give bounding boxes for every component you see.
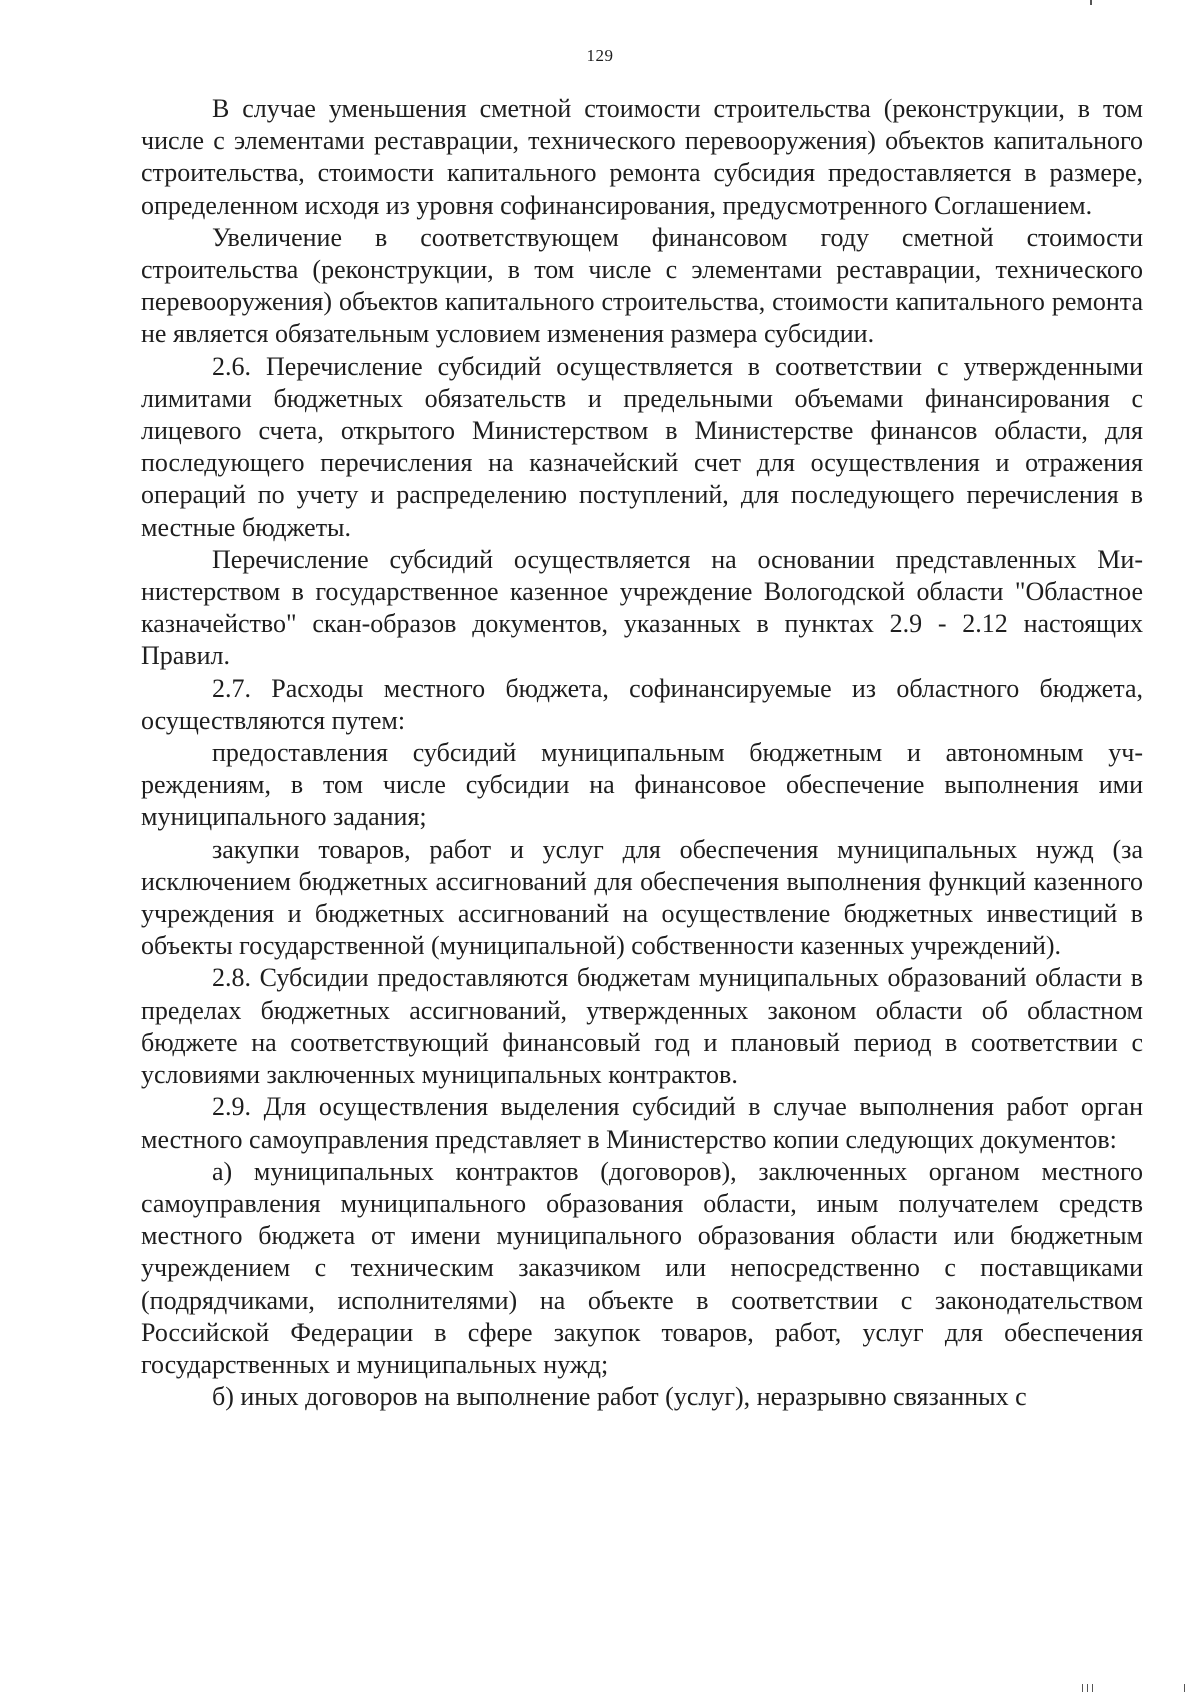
paragraph-item-a: а) муниципальных контрактов (договоров), заключенных органом местного самоуправления муниципального образования области, иным получателем средств местного бюджета от имени муниципального образования области или бюджетным учреждением с техническим заказчиком или непосредственно с поставщиками (подрядчиками, исполнителями) на объекте в соответствии с законодательством Российской Федерации в сфере закупок товаров, работ, услуг для обеспечения государственных и муниципальных нужд; (141, 1156, 1143, 1379)
paragraph-estimate-increase: Увеличение в соответствующем финансовом году сметной стоимости строительства (реконструкции, в том числе с элементами реставрации, технического перевооружения) объектов капитального строительства, стоимости капитального ремонта не является обязательным условием изменения размера субсидии. (141, 222, 1143, 349)
paragraph-item-b: б) иных договоров на выполнение работ (услуг), неразрывно связанных с (212, 1382, 1027, 1412)
paragraph-estimate-decrease: В случае уменьшения сметной стоимости строительства (реконструкции, в том числе с элементами реставрации, технического перевооружения) объектов капитального строительства, стоимости капитального ремонта субсидия предоставляется в размере, определенном исходя из уровня софинансирования, предусмотренного Соглашением. (141, 94, 1143, 220)
scan-mark (1184, 1684, 1185, 1692)
scan-mark (1082, 1684, 1083, 1692)
paragraph-2-7: 2.7. Расходы местного бюджета, софинансируемые из областного бюджета, осуществляются путем: (141, 673, 1143, 735)
scan-mark (1092, 1684, 1093, 1692)
paragraph-procurement: закупки товаров, работ и услуг для обеспечения муниципальных нужд (за исключением бюджетных ассигнований для обеспечения выполнения функций казенного учреждения и бюджетных ассигнований на осуществление бюджетных инвестиций в объекты государственной (муниципальной) собственности казенных учреждений). (141, 834, 1143, 961)
paragraph-2-9: 2.9. Для осуществления выделения субсидий в случае выполнения работ орган местного самоуправления представляет в Министерство копии следующих документов: (141, 1092, 1143, 1154)
paragraph-subsidy-provision: предоставления субсидий муниципальным бюджетным и автономным учреждениям, в том числе субсидии на финансовое обеспечение выполнения ими муниципального задания; (141, 738, 1143, 832)
document-body (141, 93, 1143, 1413)
paragraph-transfer-basis: Перечисление субсидий осуществляется на основании представленных Министерством в государственное казенное учреждение Вологодской области "Областное казначейство" скан-образов документов, указанных в пунктах 2.9 - 2.12 настоящих Правил. (141, 544, 1143, 671)
scan-mark (1087, 1684, 1088, 1692)
paragraph-2-8: 2.8. Субсидии предоставляются бюджетам муниципальных образований области в пределах бюджетных ассигнований, утвержденных законом области об областном бюджете на соответствующий финансовый год и плановый период в соответствии с условиями заключенных муниципальных контрактов. (141, 963, 1143, 1090)
page-number: 129 (586, 46, 614, 65)
scan-mark (1090, 0, 1092, 5)
paragraph-2-6: 2.6. Перечисление субсидий осуществляется в соответствии с утвержденными лимитами бюджетных обязательств и предельными объемами финансирования с лицевого счета, открытого Министерством в Министерстве финансов области, для последующего перечисления на казначейский счет для осуществления и отражения операций по учету и распределению поступлений, для последующего перечисления в местные бюджеты. (141, 351, 1143, 542)
